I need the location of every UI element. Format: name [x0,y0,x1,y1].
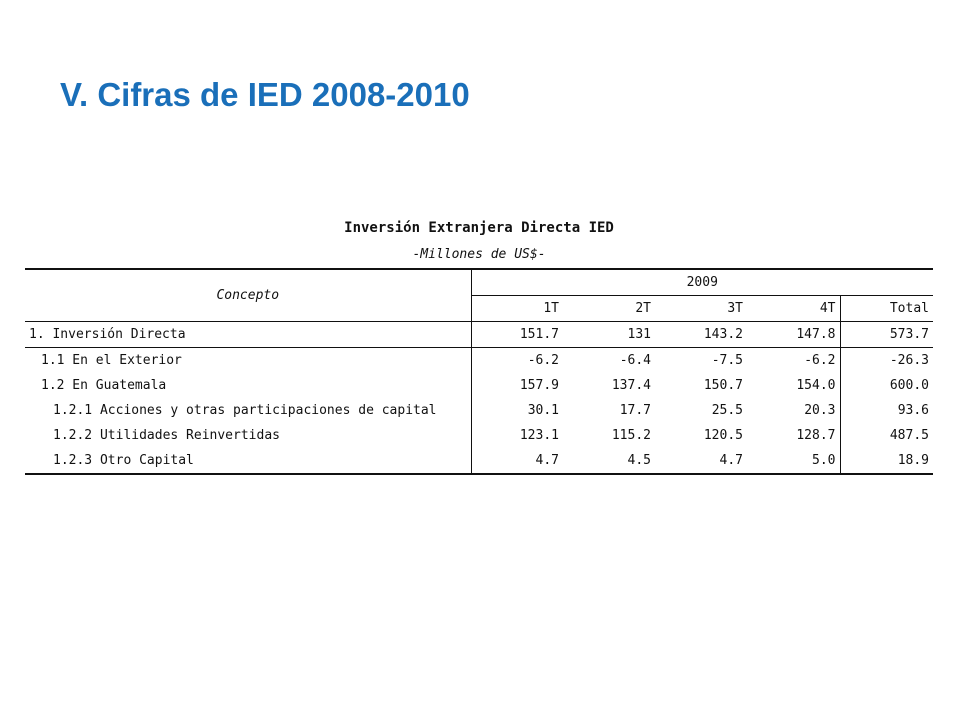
cell-2t: 131 [563,322,655,348]
cell-1t: 157.9 [471,373,563,398]
header-col-3t: 3T [655,296,747,322]
cell-1t: 123.1 [471,423,563,448]
header-col-1t: 1T [471,296,563,322]
row-concept: 1.2.3 Otro Capital [25,448,471,474]
row-concept: 1.1 En el Exterior [41,353,182,368]
header-concepto: Concepto [25,269,471,322]
cell-2t: 115.2 [611,428,651,443]
cell-2t: -6.4 [619,353,651,368]
table-row [25,423,933,448]
cell-3t: 25.5 [711,403,743,418]
ied-table [25,268,933,475]
table-row [25,322,933,348]
cell-total: -26.3 [840,348,933,374]
table-row [25,373,933,398]
cell-2t: 4.5 [563,448,655,474]
table-title: Inversión Extranjera Directa IED [344,220,614,236]
row-concept: 1.2.1 Acciones y otras participaciones de capital [53,403,437,418]
header-col-4t: 4T [747,296,840,322]
cell-1t: 151.7 [471,322,563,348]
table-row [25,348,933,374]
row-concept: 1.2 En Guatemala [41,378,167,393]
cell-4t: 20.3 [804,403,836,418]
table-subtitle: -Millones de US$- [412,247,546,262]
row-concept: 1. Inversión Directa [25,322,471,348]
cell-3t: 150.7 [703,378,743,393]
cell-3t: 143.2 [655,322,747,348]
cell-4t: 147.8 [747,322,840,348]
header-col-2t: 2T [563,296,655,322]
cell-1t: 4.7 [471,448,563,474]
cell-3t: -7.5 [711,353,743,368]
cell-total: 600.0 [840,373,933,398]
cell-4t: 154.0 [796,378,836,393]
cell-total: 93.6 [840,398,933,423]
header-col-total: Total [840,296,933,322]
table-row [25,448,933,474]
cell-total: 573.7 [840,322,933,348]
cell-total: 18.9 [840,448,933,474]
cell-1t: 30.1 [471,398,563,423]
table-row [25,398,933,423]
slide-title: V. Cifras de IED 2008-2010 [60,76,470,113]
cell-4t: 5.0 [747,448,840,474]
cell-4t: 128.7 [796,428,836,443]
cell-1t: -6.2 [471,348,563,374]
row-concept: 1.2.2 Utilidades Reinvertidas [53,428,280,443]
cell-2t: 17.7 [619,403,651,418]
cell-2t: 137.4 [611,378,651,393]
cell-3t: 120.5 [703,428,743,443]
header-year: 2009 [471,269,933,296]
cell-total: 487.5 [840,423,933,448]
cell-4t: -6.2 [804,353,836,368]
cell-3t: 4.7 [655,448,747,474]
